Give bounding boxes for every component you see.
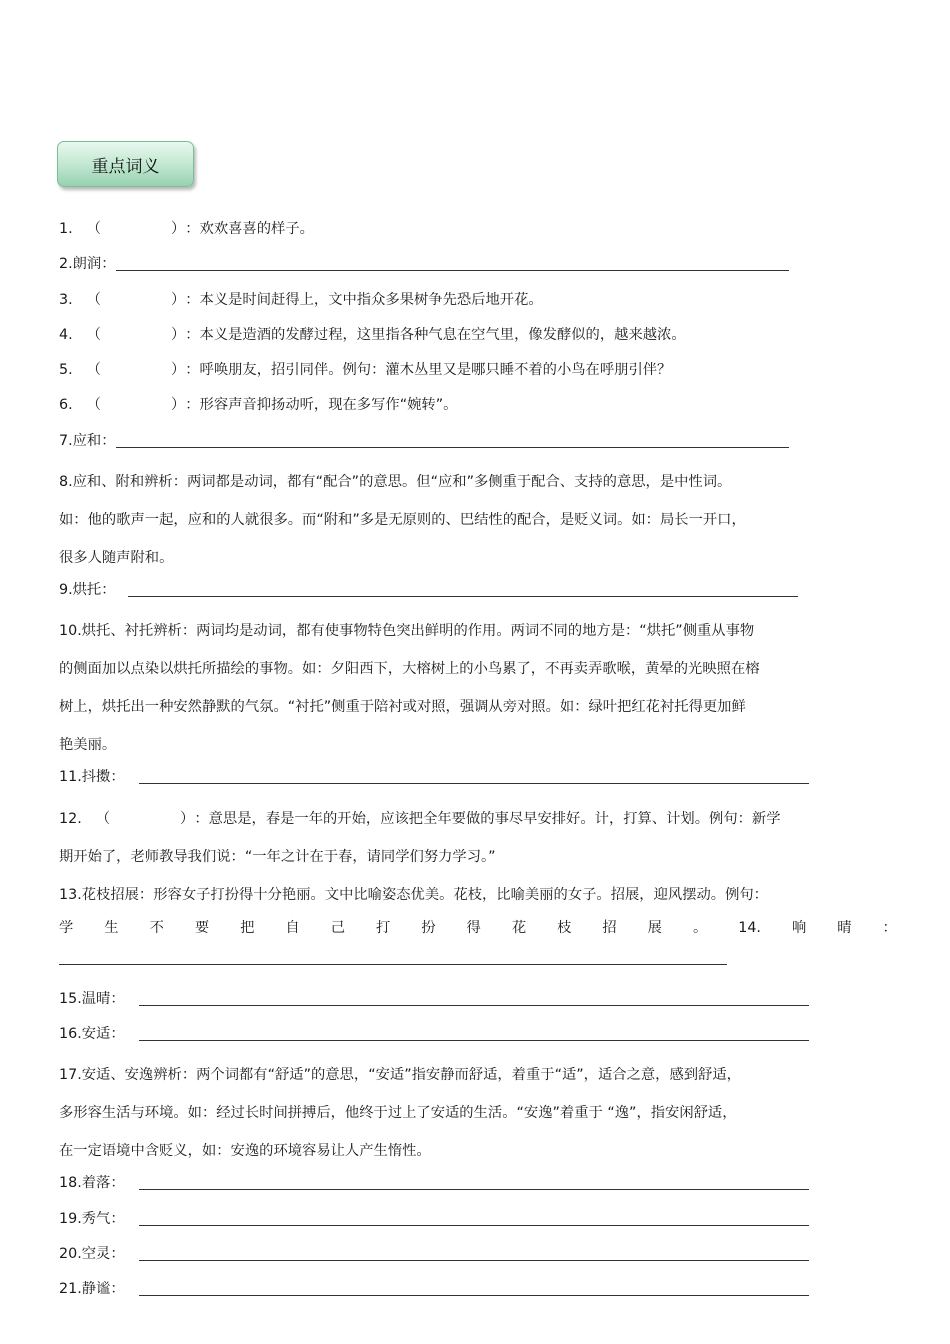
- fill-line[interactable]: [116, 428, 789, 448]
- fill-line[interactable]: [139, 1241, 809, 1261]
- item-18: 18.着落：: [59, 1170, 901, 1205]
- item-20: 20.空灵：: [59, 1241, 901, 1276]
- item-9: 9.烘托：: [59, 577, 901, 612]
- item-19: 19.秀气：: [59, 1206, 901, 1241]
- item-10: 10.烘托、衬托辨析：两词均是动词，都有使事物特色突出鲜明的作用。两词不同的地方是：“烘托”侧重从事物 的侧面加以点染以烘托所描绘的事物。如：夕阳西下，大榕树上的小鸟累了，不再卖弄歌喉，黄晕的光映照在榕 树上，烘托出一种安然静默的气氛。“衬托”侧重于陪衬或对照，强调从旁对照。如：绿叶把红花衬托得更加鲜 艳美丽。: [59, 623, 760, 754]
- justified-line: 学 生 不 要 把 自 己 打 扮 得 花 枝 招 展 。 14. 响 晴 ：: [59, 919, 897, 936]
- item-1: 1. （ ） ：欢欢喜喜的样子。: [59, 221, 314, 237]
- item-13-14: 13.花枝招展：形容女子打扮得十分艳丽。文中比喻姿态优美。花枝，比喻美丽的女子。招展，迎风摆动。例句： 学 生 不 要 把 自 己 打 扮 得 花 枝 招 展 。 14. 响 晴 ：: [59, 876, 901, 965]
- worksheet-body: [59, 216, 901, 1311]
- item-12: 12. （ ） ：意思是，春是一年的开始，应该把全年要做的事尽早安排好。计，打算、计划。例句：新学 期开始了，老师教导我们说：“一年之计在于春，请同学们努力学习。”: [59, 800, 901, 876]
- item-11: 11.抖擞：: [59, 764, 901, 799]
- fill-line[interactable]: [139, 764, 809, 784]
- fill-line[interactable]: [116, 251, 789, 271]
- item-17: 17.安适、安逸辨析：两个词都有“舒适”的意思，“安适”指安静而舒适，着重于“适”，适合之意，感到舒适， 多形容生活与环境。如：经过长时间拼搏后，他终于过上了安适的生活。“安逸”着重于 “逸”，指安闲舒适， 在一定语境中含贬义，如：安逸的环境容易让人产生惰性。: [59, 1067, 741, 1160]
- fill-line[interactable]: [139, 1021, 809, 1041]
- fill-line[interactable]: [139, 1170, 809, 1190]
- item-16: 16.安适：: [59, 1021, 901, 1056]
- item-7: 7.应和：: [59, 428, 901, 463]
- fill-line[interactable]: [139, 1206, 809, 1226]
- fill-line[interactable]: [128, 577, 798, 597]
- item-3: 3. （ ） ：本义是时间赶得上，文中指众多果树争先恐后地开花。: [59, 291, 543, 308]
- fill-line[interactable]: [139, 986, 809, 1006]
- item-21: 21.静谧：: [59, 1276, 901, 1311]
- section-title: 重点词义: [91, 156, 160, 177]
- fill-line[interactable]: [59, 952, 727, 965]
- fill-line[interactable]: [139, 1276, 809, 1296]
- item-2: 2.朗润：: [59, 251, 901, 286]
- item-5: 5. （ ） ：呼唤朋友，招引同伴。例句：灌木丛里又是哪只睡不着的小鸟在呼朋引伴？: [59, 362, 672, 379]
- item-15: 15.温晴：: [59, 986, 901, 1021]
- item-4: 4. （ ） ：本义是造酒的发酵过程，这里指各种气息在空气里，像发酵似的，越来越浓。: [59, 326, 686, 343]
- item-6: 6. （ ） ：形容声音抑扬动听，现在多写作“婉转”。: [59, 397, 458, 414]
- item-8: 8.应和、附和辨析：两词都是动词，都有“配合”的意思。但“应和”多侧重于配合、支持的意思，是中性词。 如：他的歌声一起，应和的人就很多。而“附和”多是无原则的、巴结性的配合，是贬义词。如：局长一开口， 很多人随声附和。: [59, 474, 746, 567]
- answer-blank[interactable]: [110, 800, 180, 838]
- section-header-key-word-meanings: [57, 141, 194, 187]
